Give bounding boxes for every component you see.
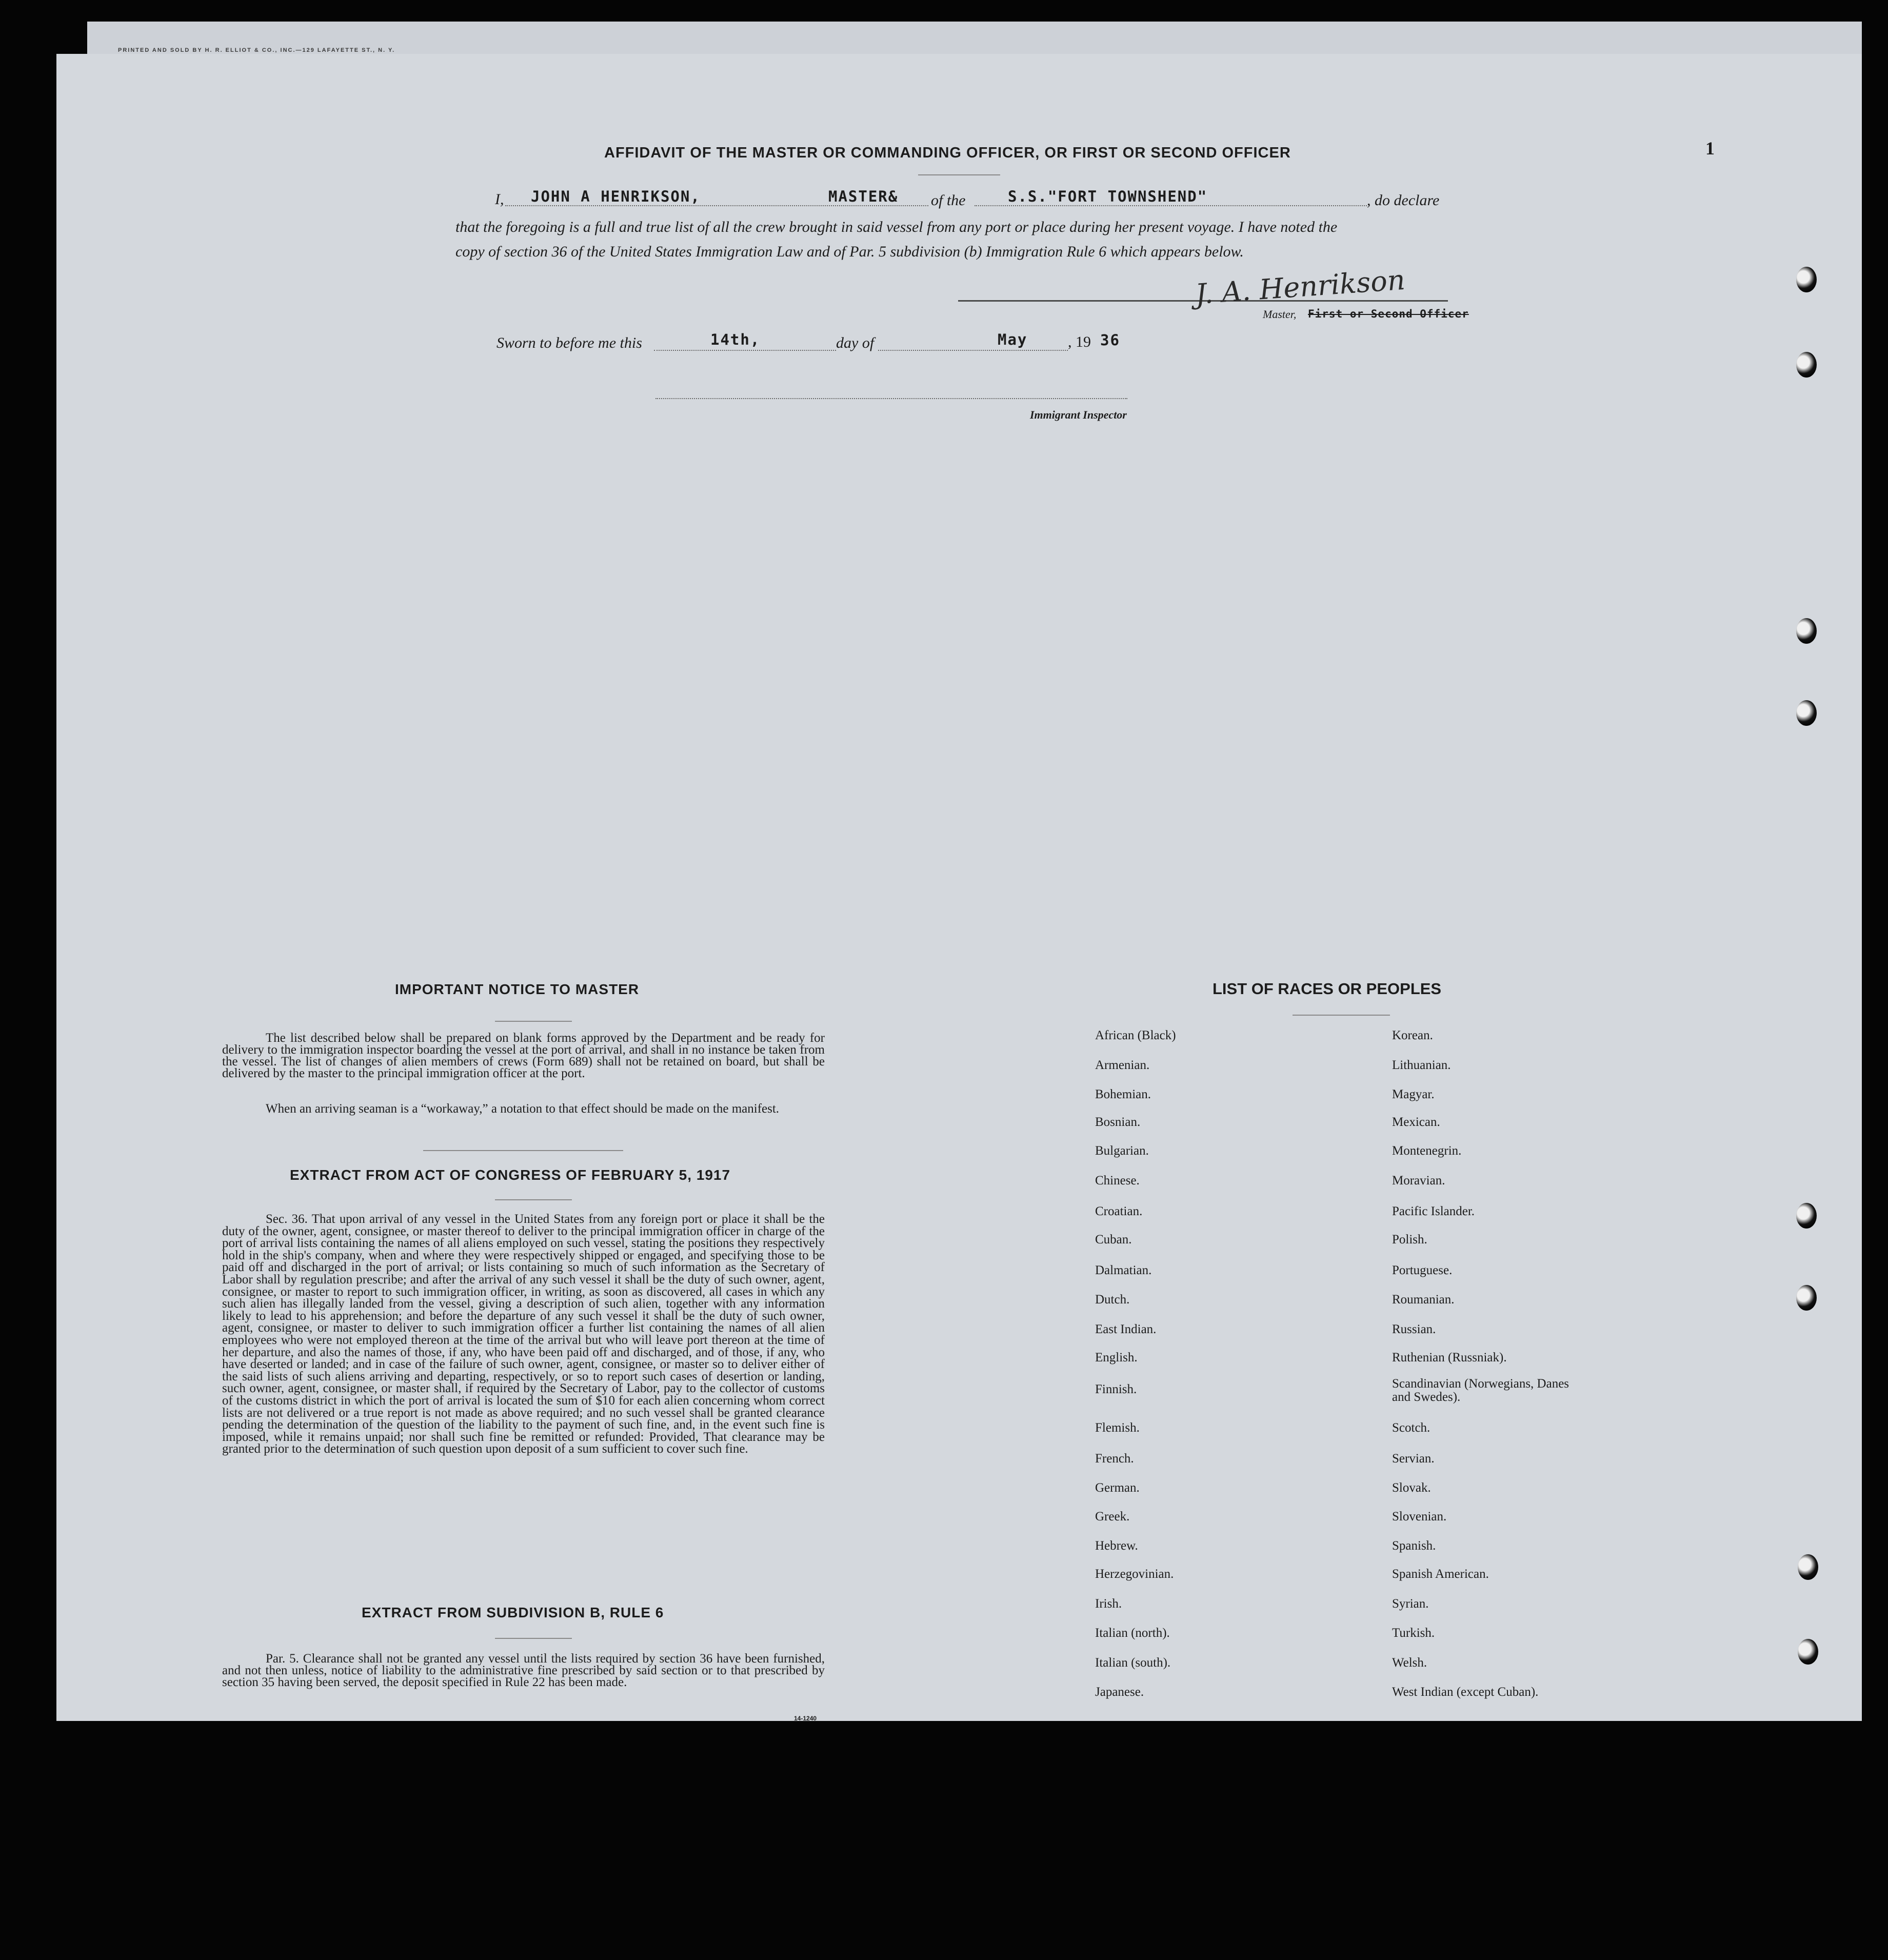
race-right-item: Turkish.: [1392, 1626, 1435, 1640]
race-right-item: Montenegrin.: [1392, 1144, 1462, 1158]
inspector-line: [655, 398, 1127, 399]
do-declare-label: , do declare: [1367, 192, 1440, 209]
sworn-label: Sworn to before me this: [496, 334, 642, 351]
extract-act-body: Sec. 36. That upon arrival of any vessel in the United States from any foreign port or place it shall be the duty of the owner, agent, consignee, or master thereof to deliver to the principal immigration officer in charge of the port of arrival lists containing the names of all aliens employed on such vessel, stating the positions they respectively hold in the ship's company, when and where they were respectively shipped or engaged, and specifying those to be paid off and discharged in the port of arrival; or lists containing so much of such information as the Secretary of Labor shall by regulation prescribe; and after the arrival of any such vessel it shall be the duty of such owner, agent, consignee, or master to report to such immigration officer, in writing, as soon as discovered, all cases in which any such alien has illegally landed from the vessel, giving a description of such alien, together with any information likely to lead to his apprehension; and before the departure of any such vessel it shall be the duty of such owner, agent, consignee, or master to deliver to such immigration officer a further list containing the names of all alien employees who were not employed thereon at the time of the arrival but who will leave port thereon at the time of her departure, and also the names of those, if any, who have been paid off and discharged, and of those, if any, who have deserted or landed; and in case of the failure of such owner, agent, consignee, or master so to deliver either of the said lists of such aliens arriving and departing, respectively, or so to report such cases of desertion or landing, such owner, agent, consignee, or master shall, if required by the Secretary of Labor, pay to the collector of customs of the customs district in which the port of arrival is located the sum of $10 for each alien concerning whom correct lists are not delivered or a true report is not made as above required; and no such vessel shall be granted clearance pending the determination of the question of the liability to the payment of such fine, and, in the event such fine is imposed, while it remains unpaid; nor shall such fine be remitted or refunded: Provided, That clearance may be granted prior to the determination of such question upon deposit of a sum sufficient to cover such fine.: [222, 1212, 825, 1456]
document-sheet: [56, 54, 1862, 1721]
race-right-item: Spanish.: [1392, 1539, 1436, 1553]
race-left-item: Cuban.: [1095, 1233, 1132, 1246]
race-right-item: Korean.: [1392, 1028, 1433, 1042]
race-left-item: Italian (north).: [1095, 1626, 1170, 1640]
punch-hole: [1796, 1203, 1817, 1229]
master-signature: J. A. Henrikson: [1194, 263, 1406, 311]
race-right-item: Lithuanian.: [1392, 1058, 1451, 1072]
master-name: JOHN A HENRIKSON,: [531, 188, 701, 205]
race-left-item: Japanese.: [1095, 1685, 1144, 1699]
affidavit-title: AFFIDAVIT OF THE MASTER OR COMMANDING OFFICER, OR FIRST OR SECOND OFFICER: [604, 145, 1291, 161]
race-left-item: Dutch.: [1095, 1293, 1130, 1306]
race-left-item: Croatian.: [1095, 1204, 1143, 1218]
extract-act-rule: [495, 1199, 572, 1200]
i-label: I,: [495, 191, 504, 208]
struck-officer-caption: First or Second Officer: [1308, 308, 1469, 320]
race-right-item: Magyar.: [1392, 1087, 1435, 1101]
margin-mark: 1: [1705, 138, 1715, 159]
race-right-item: Moravian.: [1392, 1174, 1445, 1187]
race-left-item: Greek.: [1095, 1510, 1130, 1523]
race-left-item: Finnish.: [1095, 1382, 1137, 1396]
race-left-item: Armenian.: [1095, 1058, 1150, 1072]
extract-rule-rule: [495, 1638, 572, 1639]
punch-hole: [1796, 700, 1817, 726]
title-rule: [918, 174, 1000, 175]
notice-divider: [423, 1150, 623, 1151]
race-right-item: Russian.: [1392, 1322, 1436, 1336]
race-left-item: Flemish.: [1095, 1421, 1140, 1435]
inspector-label: Immigrant Inspector: [1030, 408, 1127, 421]
punch-hole: [1798, 1554, 1818, 1580]
race-right-item: Pacific Islander.: [1392, 1204, 1475, 1218]
races-title: LIST OF RACES OR PEOPLES: [1213, 980, 1442, 998]
sworn-day: 14th,: [710, 331, 761, 348]
extract-rule-body: Par. 5. Clearance shall not be granted any vessel until the lists required by section 36 have been furnished, and not then unless, notice of liability to the administrative fine prescribed by said section or to that prescribed by section 35 having been served, the deposit specified in Rule 22 has been made.: [222, 1652, 825, 1689]
master-caption-label: Master,: [1263, 308, 1297, 321]
race-right-item: Syrian.: [1392, 1597, 1429, 1611]
vessel-name: S.S."FORT TOWNSHEND": [1008, 188, 1208, 205]
race-right-item: Polish.: [1392, 1233, 1427, 1246]
race-left-item: Hebrew.: [1095, 1539, 1138, 1553]
race-left-item: Dalmatian.: [1095, 1263, 1152, 1277]
name-line: [505, 205, 928, 206]
extract-act-title: EXTRACT FROM ACT OF CONGRESS OF FEBRUARY 5, 1917: [290, 1167, 731, 1183]
form-number: 14-1240: [794, 1715, 817, 1722]
printer-imprint: PRINTED AND SOLD BY H. R. ELLIOT & CO., INC.—129 LAFAYETTE ST., N. Y.: [118, 47, 395, 53]
race-right-item: Ruthenian (Russniak).: [1392, 1351, 1507, 1364]
punch-hole: [1798, 1639, 1818, 1665]
punch-hole: [1796, 267, 1817, 292]
declaration-line-3: copy of section 36 of the United States Immigration Law and of Par. 5 subdivision (b) Immigration Rule 6 which appears below.: [455, 243, 1244, 260]
race-right-item: Mexican.: [1392, 1115, 1440, 1129]
race-left-item: Italian (south).: [1095, 1656, 1171, 1670]
sworn-day-line: [654, 350, 836, 351]
race-left-item: African (Black): [1095, 1028, 1176, 1042]
sworn-month: May: [998, 331, 1028, 348]
race-right-item: Scandinavian (Norwegians, Danes and Swedes).: [1392, 1377, 1569, 1404]
year-prefix: , 19: [1068, 333, 1091, 350]
race-right-item: Portuguese.: [1392, 1263, 1453, 1277]
punch-hole: [1796, 1285, 1817, 1311]
race-left-item: French.: [1095, 1452, 1134, 1466]
race-left-item: Bohemian.: [1095, 1087, 1151, 1101]
declaration-line-2: that the foregoing is a full and true list of all the crew brought in said vessel from any port or place during her present voyage. I have noted the: [455, 219, 1338, 235]
race-left-item: East Indian.: [1095, 1322, 1157, 1336]
race-left-item: Herzegovinian.: [1095, 1567, 1174, 1581]
notice-rule: [495, 1021, 572, 1022]
vessel-line: [975, 205, 1367, 206]
race-right-item: Slovak.: [1392, 1481, 1431, 1495]
extract-rule-title: EXTRACT FROM SUBDIVISION B, RULE 6: [362, 1605, 664, 1620]
sworn-month-line: [878, 350, 1068, 351]
sworn-year: 36: [1100, 331, 1120, 349]
notice-paragraph-2: When an arriving seaman is a “workaway,” a notation to that effect should be made on the manifest.: [266, 1102, 780, 1116]
race-left-item: Bulgarian.: [1095, 1144, 1149, 1158]
race-right-item: West Indian (except Cuban).: [1392, 1685, 1539, 1699]
race-left-item: Irish.: [1095, 1597, 1122, 1611]
day-of-label: day of: [836, 334, 875, 351]
punch-hole: [1796, 618, 1817, 644]
punch-hole: [1796, 352, 1817, 378]
master-rank: MASTER&: [828, 188, 899, 205]
race-right-item: Servian.: [1392, 1452, 1435, 1466]
race-left-item: Bosnian.: [1095, 1115, 1141, 1129]
race-right-item: Welsh.: [1392, 1656, 1427, 1670]
race-left-item: Chinese.: [1095, 1174, 1140, 1187]
of-the-label: of the: [931, 192, 966, 209]
race-right-item: Slovenian.: [1392, 1510, 1447, 1523]
race-right-item: Scotch.: [1392, 1421, 1430, 1435]
race-left-item: German.: [1095, 1481, 1140, 1495]
notice-title: IMPORTANT NOTICE TO MASTER: [395, 981, 640, 997]
race-left-item: English.: [1095, 1351, 1138, 1364]
race-right-item: Spanish American.: [1392, 1567, 1489, 1581]
notice-paragraph-1: The list described below shall be prepared on blank forms approved by the Department and be ready for delivery to the immigration inspector boarding the vessel at the port of arrival, and shall in no instance be taken from the vessel. The list of changes of alien members of crews (Form 689) shall not be retained on board, but shall be delivered by the master to the principal immigration officer at the port.: [222, 1031, 825, 1080]
races-rule: [1293, 1015, 1390, 1016]
race-right-item: Roumanian.: [1392, 1293, 1455, 1306]
